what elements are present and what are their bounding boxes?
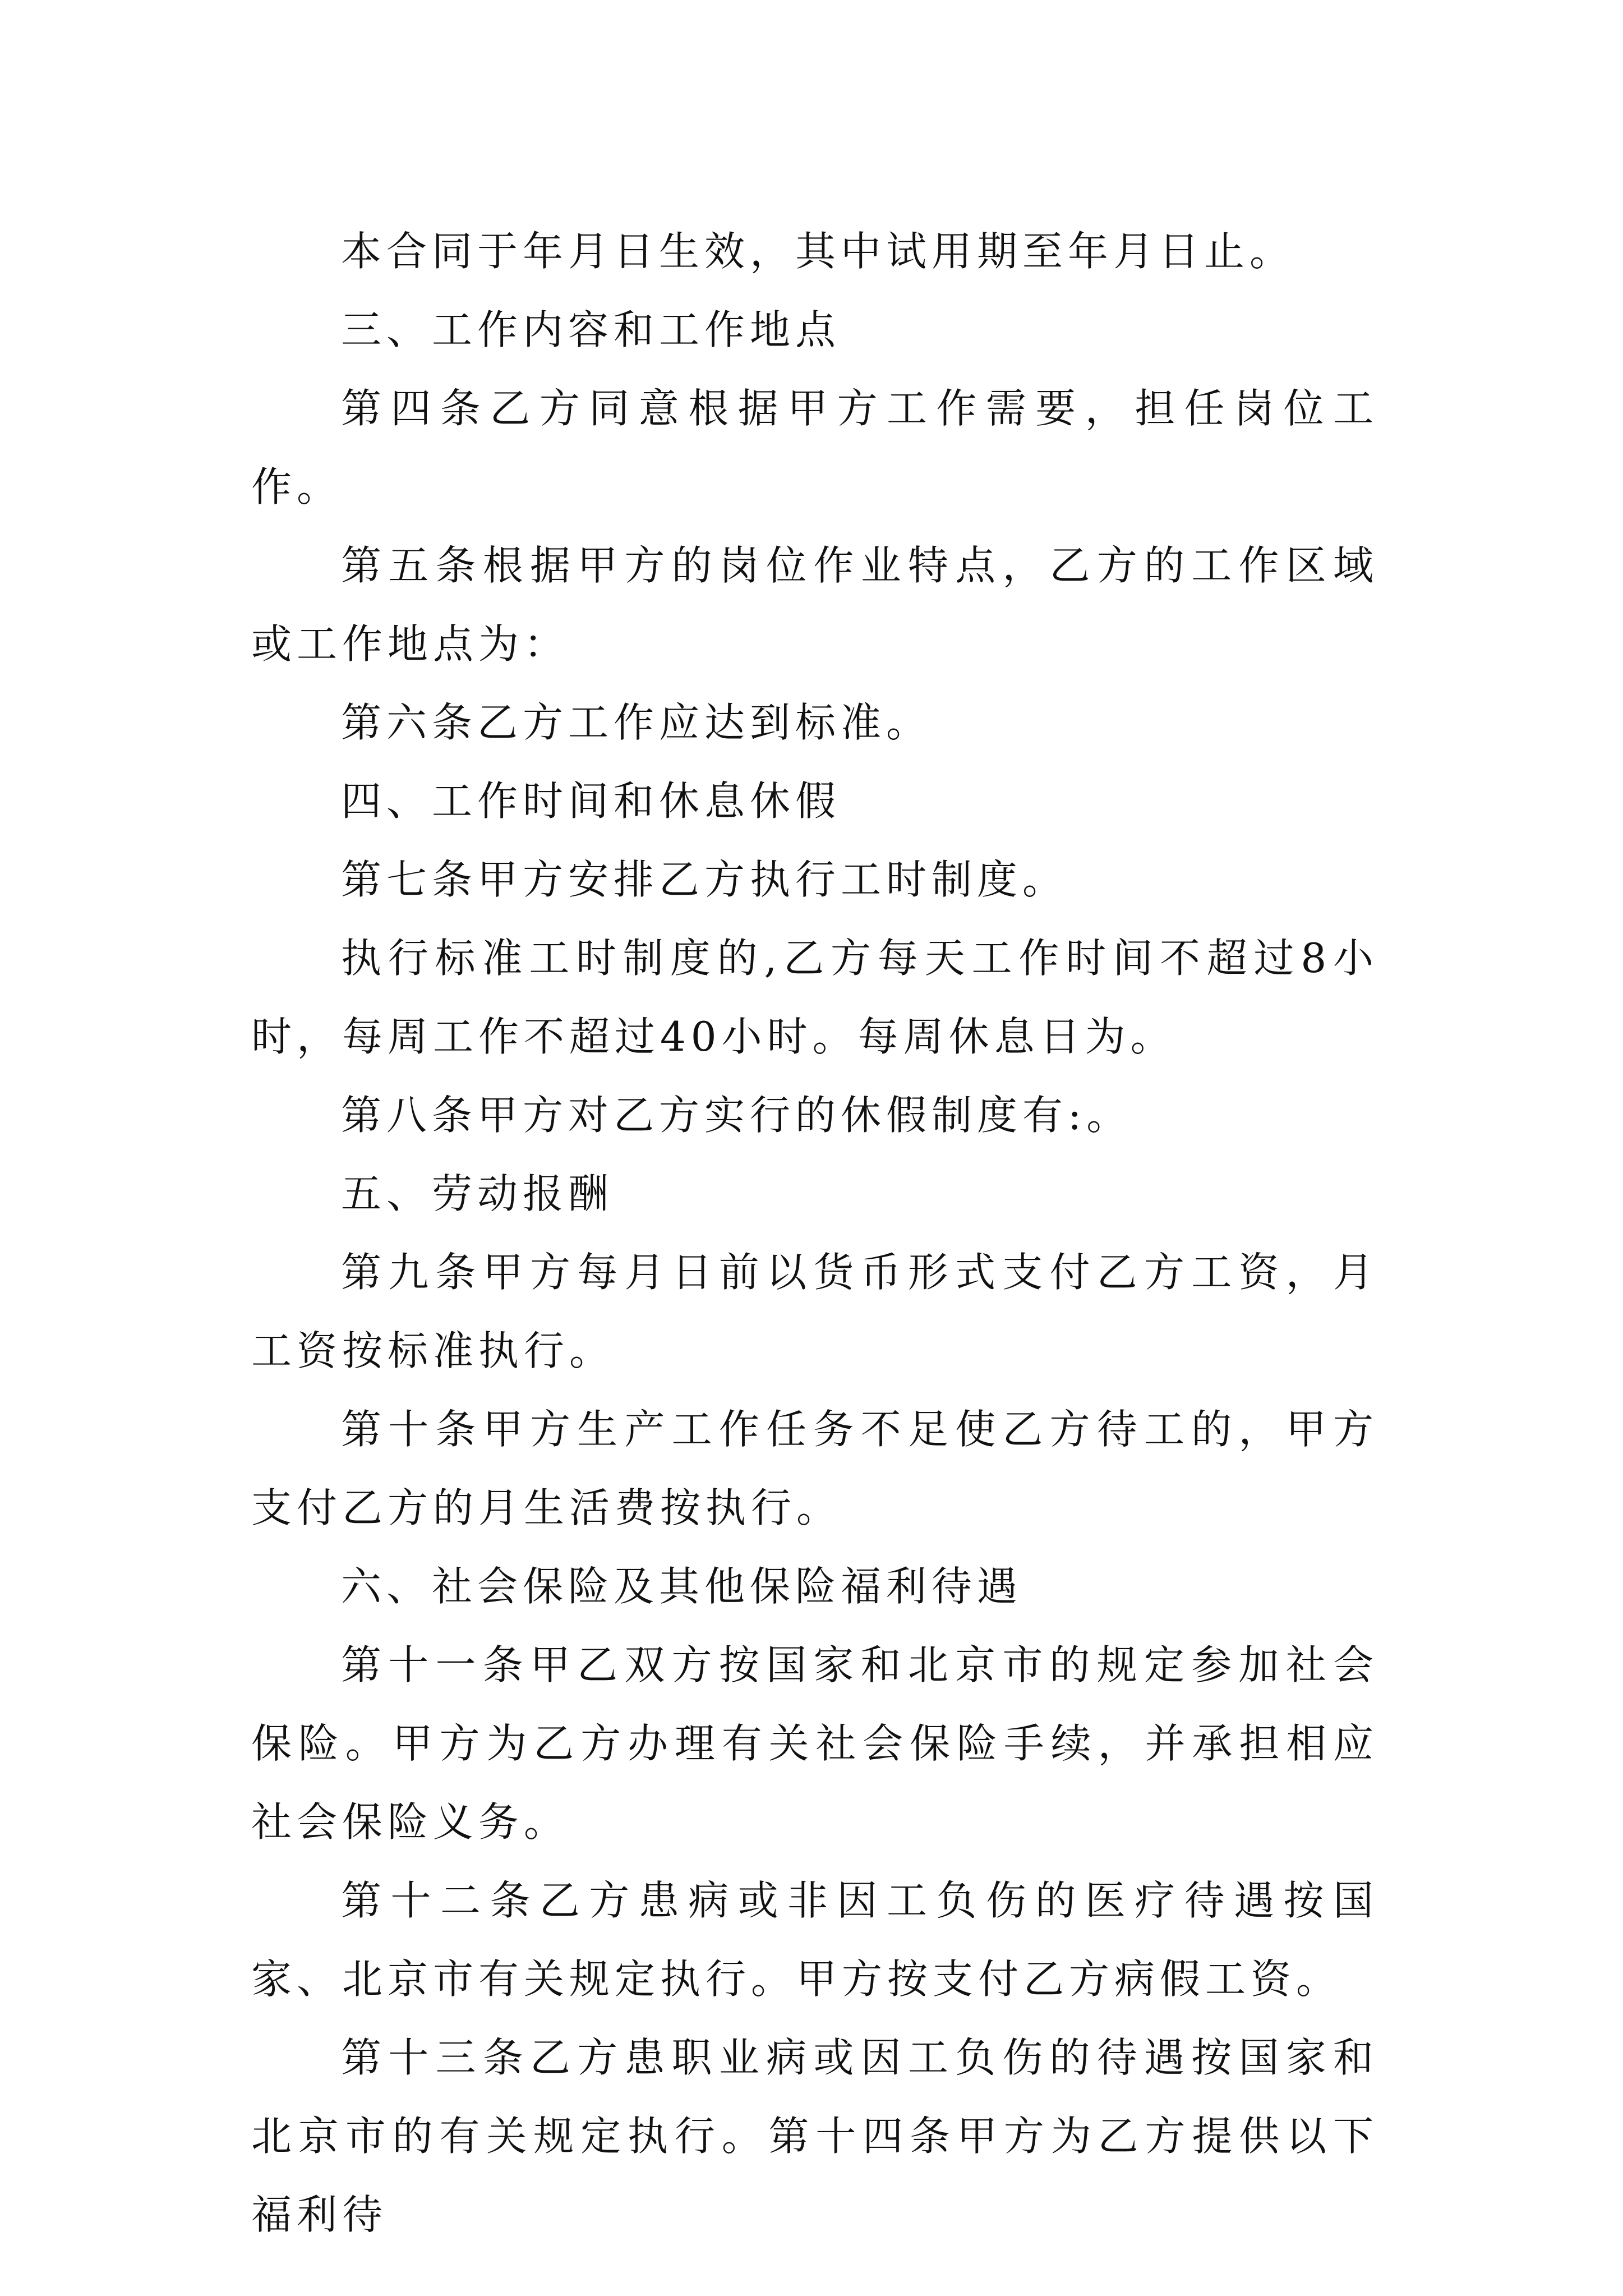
paragraph-article-9: 第九条甲方每月日前以货币形式支付乙方工资，月工资按标准执行。 — [251, 1249, 1378, 1374]
document-body — [251, 212, 1378, 2254]
paragraph-article-12: 第十二条乙方患病或非因工负伤的医疗待遇按国家、北京市有关规定执行。甲方按支付乙方病假工资。 — [251, 1877, 1378, 2003]
paragraph-article-5: 第五条根据甲方的岗位作业特点，乙方的工作区域或工作地点为： — [251, 542, 1378, 668]
section-heading-remuneration: 五、劳动报酬 — [341, 1170, 614, 1217]
section-heading-work-hours: 四、工作时间和休息休假 — [341, 777, 841, 825]
paragraph-article-13: 第十三条乙方患职业病或因工负伤的待遇按国家和北京市的有关规定执行。第十四条甲方为乙方提供以下福利待 — [251, 2034, 1378, 2238]
paragraph-article-8: 第八条甲方对乙方实行的休假制度有:。 — [341, 1092, 1132, 1139]
paragraph-article-7: 第七条甲方安排乙方执行工时制度。 — [341, 856, 1068, 903]
paragraph-article-4: 第四条乙方同意根据甲方工作需要，担任岗位工作。 — [251, 385, 1378, 510]
section-heading-social-insurance: 六、社会保险及其他保险福利待遇 — [341, 1563, 1023, 1610]
paragraph-effective-date: 本合同于年月日生效，其中试用期至年月日止。 — [341, 228, 1295, 275]
paragraph-article-11: 第十一条甲乙双方按国家和北京市的规定参加社会保险。甲方为乙方办理有关社会保险手续，并承担相应社会保险义务。 — [251, 1641, 1378, 1846]
paragraph-article-6: 第六条乙方工作应达到标准。 — [341, 699, 932, 746]
paragraph-article-10: 第十条甲方生产工作任务不足使乙方待工的，甲方支付乙方的月生活费按执行。 — [251, 1406, 1378, 1531]
section-heading-work-content: 三、工作内容和工作地点 — [341, 306, 841, 353]
paragraph-standard-hours: 执行标准工时制度的,乙方每天工作时间不超过8小时，每周工作不超过40小时。每周休息日为。 — [251, 935, 1378, 1060]
